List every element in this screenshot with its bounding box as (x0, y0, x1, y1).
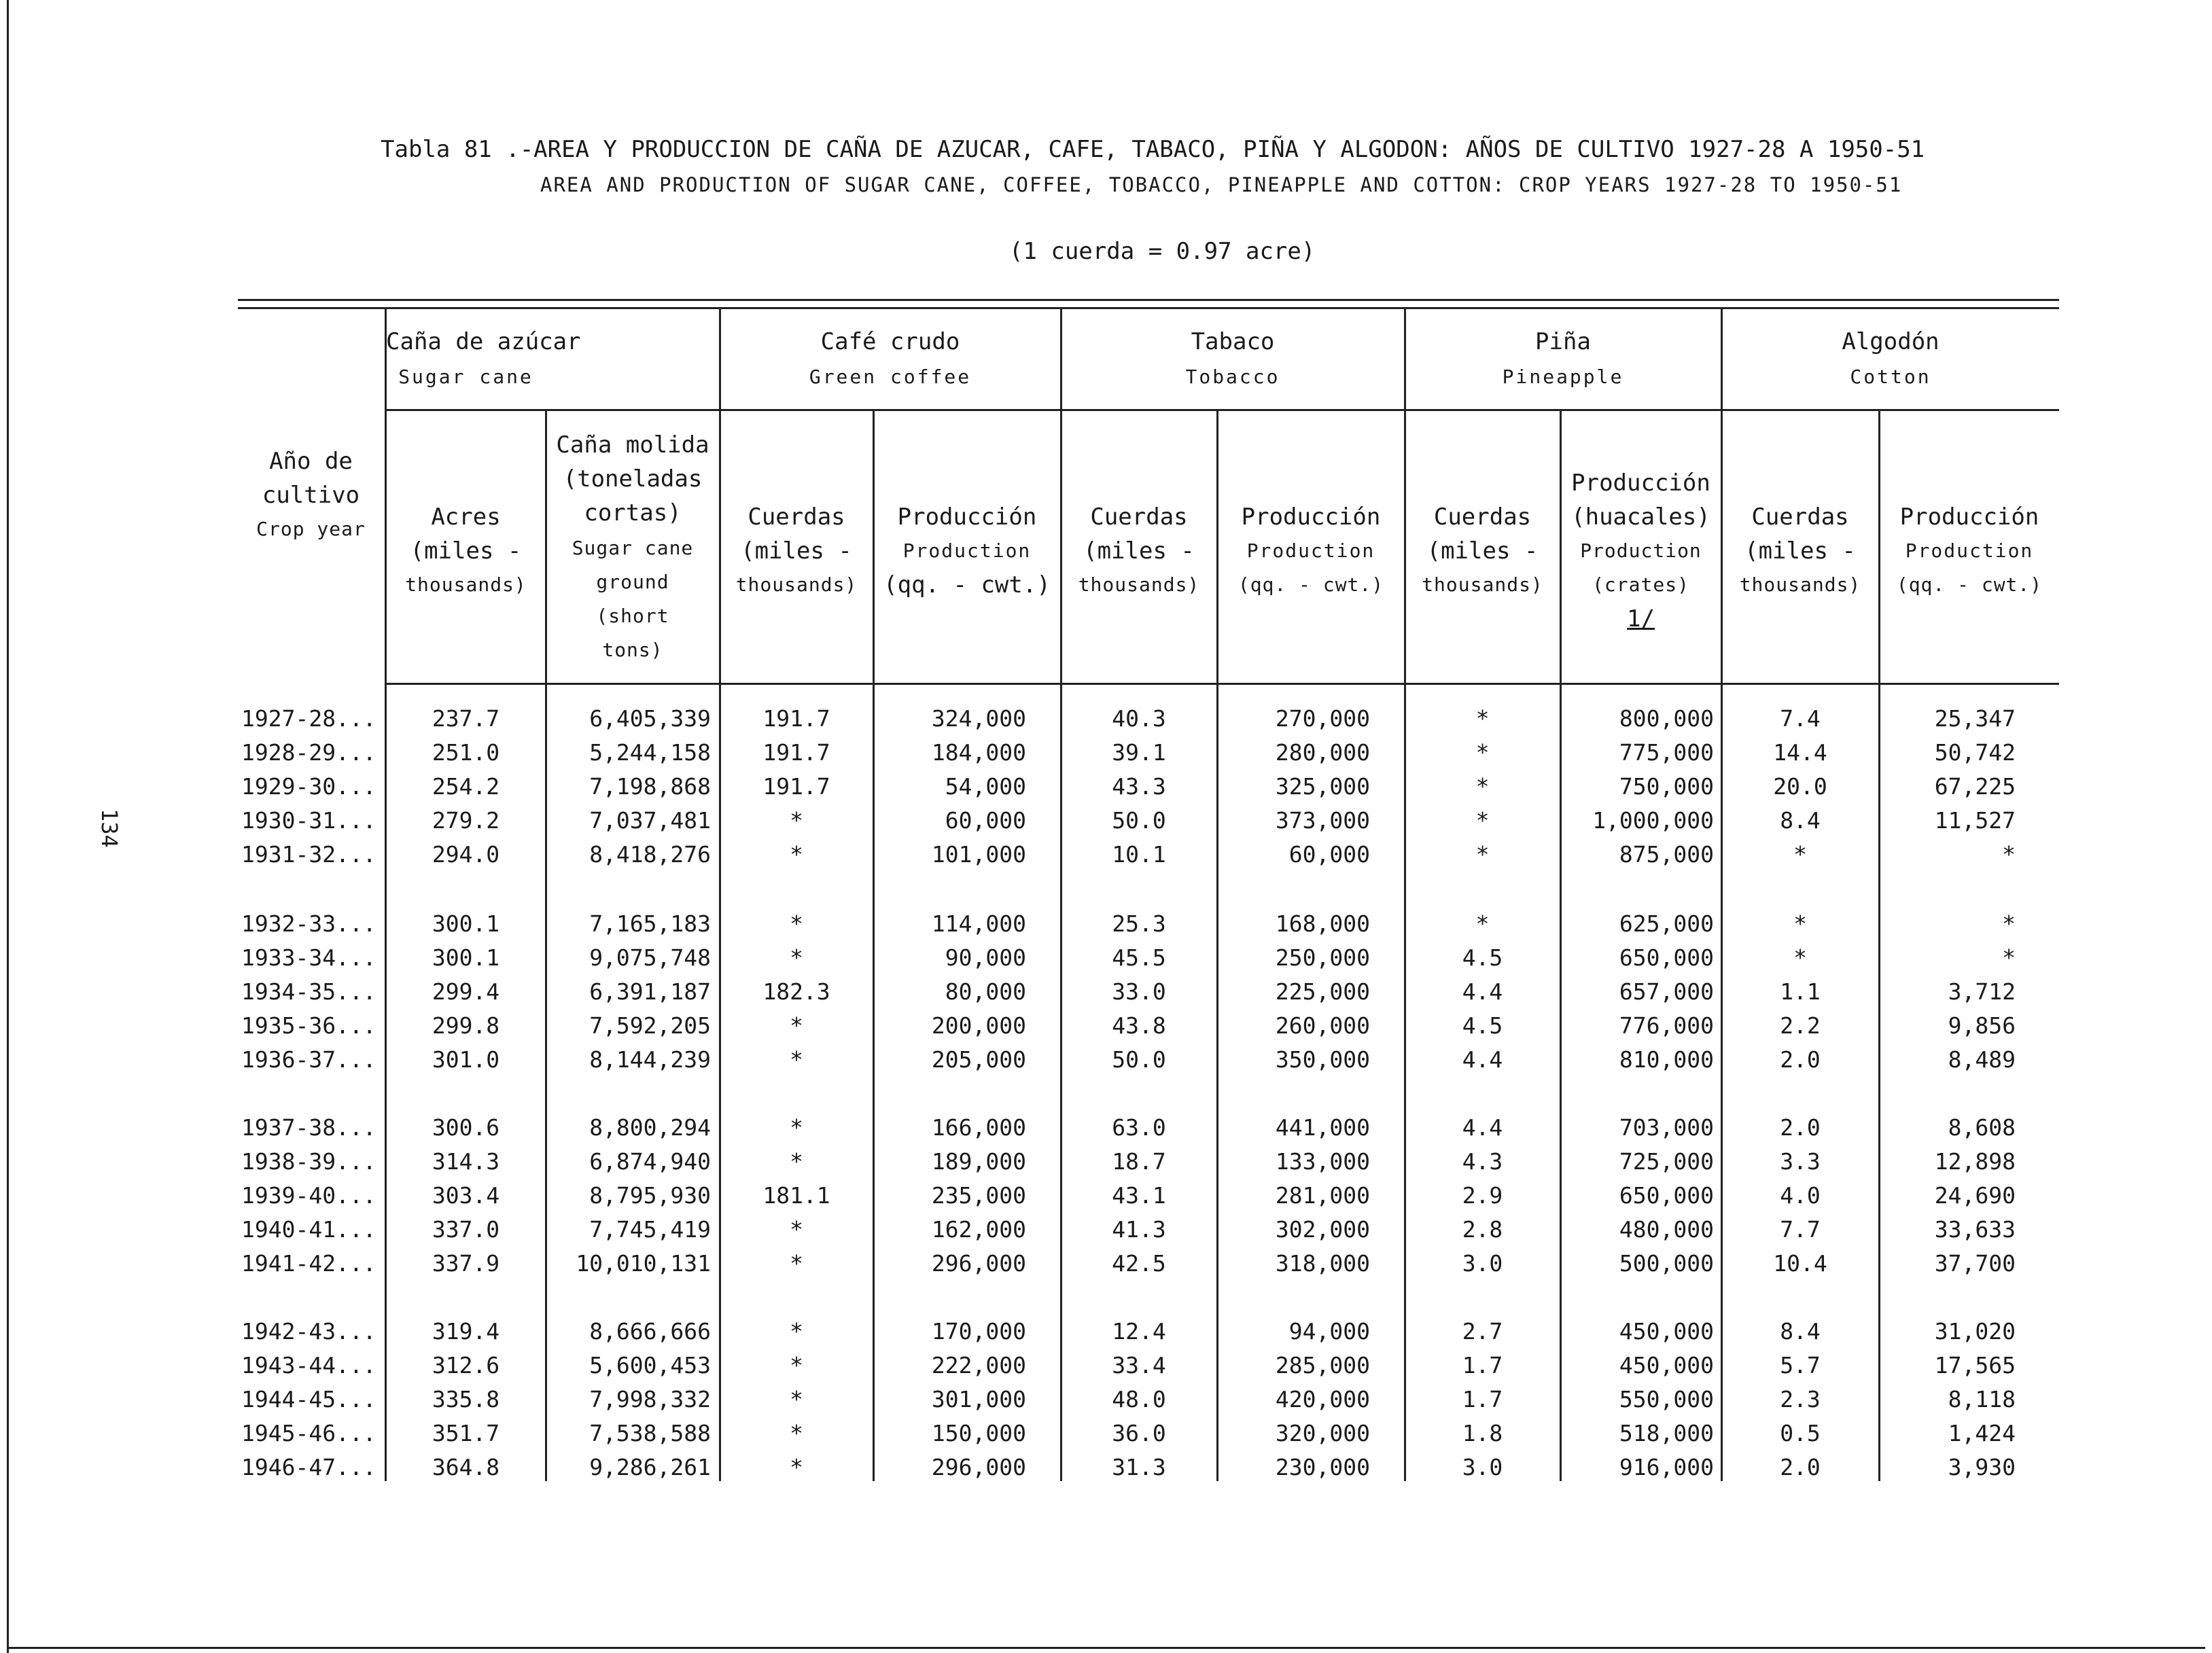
table-cell: 41.3 (1112, 1216, 1166, 1243)
table-cell: 50,742 (1934, 739, 2016, 766)
row-year: 1940-41... (241, 1216, 376, 1243)
top-rule-1 (238, 299, 2059, 301)
row-year: 1946-47... (241, 1454, 376, 1480)
pineapple-prod-l4: (crates) (1592, 573, 1689, 596)
table-cell: 8.4 (1780, 1318, 1821, 1345)
table-cell: 1.7 (1462, 1352, 1503, 1379)
table-cell: 10,010,131 (576, 1250, 711, 1277)
pineapple-prod-l1: Producción (1571, 469, 1710, 497)
sc-ground-l7: tons) (602, 639, 663, 661)
table-cell: * (790, 1318, 803, 1345)
row-year: 1938-39... (241, 1148, 376, 1175)
table-cell: 280,000 (1275, 739, 1370, 766)
table-cell: 50.0 (1112, 807, 1166, 834)
table-cell: 302,000 (1275, 1216, 1370, 1243)
table-cell: 8,144,239 (589, 1046, 711, 1073)
table-cell: 9,856 (1948, 1012, 2016, 1039)
table-cell: 337.0 (432, 1216, 500, 1243)
table-cell: 4.5 (1462, 944, 1503, 971)
coffee-cuerdas-l1: Cuerdas (748, 503, 845, 531)
table-cell: 3.3 (1780, 1148, 1821, 1175)
table-cell: 1,424 (1948, 1420, 2016, 1446)
table-cell: * (790, 1420, 803, 1446)
table-cell: 67,225 (1934, 773, 2016, 800)
row-year: 1934-35... (241, 978, 376, 1005)
table-cell: 162,000 (931, 1216, 1026, 1243)
table-cell: * (790, 1250, 803, 1277)
table-cell: 235,000 (931, 1182, 1026, 1209)
table-cell: 7,998,332 (589, 1386, 711, 1412)
group-sugar-es: Caña de azúcar (386, 328, 581, 355)
table-cell: 8,608 (1948, 1114, 2016, 1141)
table-cell: 319.4 (432, 1318, 500, 1345)
table-cell: 324,000 (931, 705, 1026, 732)
table-cell: 279.2 (432, 807, 500, 834)
table-cell: 237.7 (432, 705, 500, 732)
table-cell: 43.3 (1112, 773, 1166, 800)
table-cell: 270,000 (1275, 705, 1370, 732)
table-cell: 11,527 (1934, 807, 2016, 834)
table-cell: 43.1 (1112, 1182, 1166, 1209)
tobacco-prod-l3: (qq. - cwt.) (1237, 573, 1384, 596)
pineapple-prod-footnote: 1/ (1627, 605, 1655, 633)
table-cell: 254.2 (432, 773, 500, 800)
table-cell: 17,565 (1934, 1352, 2016, 1379)
table-cell: 18.7 (1112, 1148, 1166, 1175)
row-year: 1927-28... (241, 705, 376, 732)
row-year: 1931-32... (241, 841, 376, 868)
table-cell: 191.7 (762, 739, 830, 766)
table-cell: 200,000 (931, 1012, 1026, 1039)
table-cell: 6,391,187 (589, 978, 711, 1005)
table-cell: 8,795,930 (589, 1182, 711, 1209)
table-cell: 31.3 (1112, 1454, 1166, 1480)
table-cell: 14.4 (1773, 739, 1827, 766)
table-cell: 222,000 (931, 1352, 1026, 1379)
table-cell: * (1793, 944, 1807, 971)
table-cell: * (1475, 910, 1490, 937)
coffee-prod-l2: Production (902, 539, 1032, 562)
group-rule (386, 409, 2059, 411)
group-tobacco-es: Tabaco (1191, 328, 1275, 355)
table-cell: 1.1 (1780, 978, 1821, 1005)
table-cell: 63.0 (1112, 1114, 1166, 1141)
table-cell: 450,000 (1619, 1318, 1714, 1345)
unit-note: (1 cuerda = 0.97 acre) (1009, 238, 1316, 265)
table-cell: 7,165,183 (589, 910, 711, 937)
sc-ground-l6: (short (596, 605, 669, 627)
table-cell: 60,000 (1288, 841, 1370, 868)
table-cell: 225,000 (1275, 978, 1370, 1005)
table-cell: 12,898 (1934, 1148, 2016, 1175)
table-cell: 364.8 (432, 1454, 500, 1480)
col-sep-year (385, 309, 387, 1481)
table-cell: 6,405,339 (589, 705, 711, 732)
table-cell: 50.0 (1112, 1046, 1166, 1073)
group-sugar-en: Sugar cane (398, 366, 533, 388)
row-year: 1942-43... (241, 1318, 376, 1345)
row-year: 1943-44... (241, 1352, 376, 1379)
table-cell: 4.5 (1462, 1012, 1503, 1039)
table-cell: 33,633 (1934, 1216, 2016, 1243)
table-cell: 2.2 (1780, 1012, 1821, 1039)
table-cell: 303.4 (432, 1182, 500, 1209)
table-cell: 3.0 (1462, 1454, 1503, 1480)
table-cell: 4.0 (1780, 1182, 1821, 1209)
table-cell: 4.4 (1462, 978, 1503, 1005)
table-cell: * (1475, 773, 1490, 800)
table-cell: 114,000 (931, 910, 1026, 937)
row-year: 1937-38... (241, 1114, 376, 1141)
table-cell: 260,000 (1275, 1012, 1370, 1039)
table-cell: 9,075,748 (589, 944, 711, 971)
sc-ground-l1: Caña molida (556, 431, 709, 459)
table-cell: * (1475, 841, 1490, 868)
table-cell: 351.7 (432, 1420, 500, 1446)
table-cell: 776,000 (1619, 1012, 1714, 1039)
table-cell: 725,000 (1619, 1148, 1714, 1175)
table-cell: 10.4 (1773, 1250, 1827, 1277)
table-cell: 299.8 (432, 1012, 500, 1039)
tobacco-cuerdas-l3: thousands) (1078, 573, 1200, 596)
table-cell: 318,000 (1275, 1250, 1370, 1277)
group-coffee-en: Green coffee (809, 366, 972, 388)
coffee-prod-l3: (qq. - cwt.) (883, 571, 1051, 599)
table-cell: 650,000 (1619, 1182, 1714, 1209)
col-sep-sugar-coffee (719, 309, 721, 1481)
table-cell: 39.1 (1112, 739, 1166, 766)
table-cell: 20.0 (1773, 773, 1827, 800)
table-cell: 810,000 (1619, 1046, 1714, 1073)
table-cell: * (790, 1114, 803, 1141)
table-cell: 182.3 (762, 978, 830, 1005)
row-year: 1945-46... (241, 1420, 376, 1446)
table-cell: 8,489 (1948, 1046, 2016, 1073)
pineapple-prod-l2: (huacales) (1571, 503, 1710, 531)
table-title-spanish: Tabla 81 .-AREA Y PRODUCCION DE CAÑA DE AZUCAR, CAFE, TABACO, PIÑA Y ALGODON: AÑOS DE CULTIVO 1927-28 A 1950-51 (381, 136, 1925, 163)
top-rule-2 (238, 307, 2059, 309)
table-cell: 6,874,940 (589, 1148, 711, 1175)
group-cotton-es: Algodón (1842, 328, 1939, 355)
table-cell: * (1475, 739, 1490, 766)
pineapple-cuerdas-l2: (miles - (1426, 537, 1539, 565)
table-cell: 7,538,588 (589, 1420, 711, 1446)
table-cell: 168,000 (1275, 910, 1370, 937)
col-sep-pineapple-cotton (1721, 309, 1723, 1481)
table-cell: * (790, 944, 803, 971)
pineapple-prod-l3: Production (1580, 539, 1702, 562)
table-cell: * (790, 841, 803, 868)
table-cell: 916,000 (1619, 1454, 1714, 1480)
table-cell: 875,000 (1619, 841, 1714, 868)
pineapple-cuerdas-l1: Cuerdas (1433, 503, 1532, 531)
table-cell: 294.0 (432, 841, 500, 868)
row-year: 1928-29... (241, 739, 376, 766)
cotton-prod-l1: Producción (1899, 503, 2039, 531)
table-cell: 300.1 (432, 944, 500, 971)
tobacco-cuerdas-l2: (miles - (1083, 537, 1195, 565)
header-bottom-rule (386, 683, 2059, 685)
sc-ground-l2: (toneladas (563, 465, 703, 493)
table-cell: * (790, 1046, 803, 1073)
table-cell: 550,000 (1619, 1386, 1714, 1412)
cotton-prod-l2: Production (1905, 539, 2034, 562)
table-cell: 48.0 (1112, 1386, 1166, 1412)
table-cell: 373,000 (1275, 807, 1370, 834)
table-cell: 43.8 (1112, 1012, 1166, 1039)
table-cell: 650,000 (1619, 944, 1714, 971)
table-cell: 205,000 (931, 1046, 1026, 1073)
group-pineapple-en: Pineapple (1502, 366, 1624, 388)
table-cell: * (2002, 910, 2016, 937)
table-cell: 2.9 (1462, 1182, 1503, 1209)
sc-ground-l3: cortas) (584, 499, 682, 527)
table-cell: 40.3 (1112, 705, 1166, 732)
table-cell: 314.3 (432, 1148, 500, 1175)
group-coffee-es: Café crudo (820, 328, 960, 355)
coffee-cuerdas-l2: (miles - (741, 537, 852, 565)
table-cell: 0.5 (1780, 1420, 1821, 1446)
col-sep-tobacco-pineapple (1404, 309, 1406, 1481)
table-title-english: AREA AND PRODUCTION OF SUGAR CANE, COFFEE, TOBACCO, PINEAPPLE AND COTTON: CROP YEARS 1927-28 TO 1950-51 (540, 173, 1903, 196)
year-header-es-2: cultivo (262, 482, 360, 509)
sc-ground-l5: ground (596, 571, 669, 593)
table-cell: 335.8 (432, 1386, 500, 1412)
page-border-bottom (7, 1647, 2205, 1649)
row-year: 1935-36... (241, 1012, 376, 1039)
table-cell: 54,000 (945, 773, 1026, 800)
group-tobacco-en: Tobacco (1185, 366, 1280, 388)
table-cell: 3,712 (1948, 978, 2016, 1005)
table-cell: 750,000 (1619, 773, 1714, 800)
table-cell: 299.4 (432, 978, 500, 1005)
table-cell: 4.3 (1462, 1148, 1503, 1175)
table-cell: 1.8 (1462, 1420, 1503, 1446)
table-cell: 31,020 (1934, 1318, 2016, 1345)
row-year: 1929-30... (241, 773, 376, 800)
table-cell: 450,000 (1619, 1352, 1714, 1379)
table-cell: 441,000 (1275, 1114, 1370, 1141)
col-sep-coffee-tobacco (1060, 309, 1062, 1481)
table-cell: 500,000 (1619, 1250, 1714, 1277)
table-cell: 12.4 (1112, 1318, 1166, 1345)
table-cell: 2.0 (1780, 1114, 1821, 1141)
table-cell: 7,745,419 (589, 1216, 711, 1243)
table-cell: 420,000 (1275, 1386, 1370, 1412)
table-cell: 33.0 (1112, 978, 1166, 1005)
tobacco-cuerdas-l1: Cuerdas (1090, 503, 1188, 531)
table-cell: 7,037,481 (589, 807, 711, 834)
table-cell: 8,418,276 (589, 841, 711, 868)
table-cell: 3,930 (1948, 1454, 2016, 1480)
year-header-es-1: Año de (269, 448, 353, 475)
table-cell: 37,700 (1934, 1250, 2016, 1277)
sc-acres-l1: Acres (431, 503, 501, 531)
table-cell: 24,690 (1934, 1182, 2016, 1209)
table-cell: 2.8 (1462, 1216, 1503, 1243)
sc-acres-l3: thousands) (405, 573, 527, 596)
cotton-cuerdas-l2: (miles - (1744, 537, 1856, 565)
table-cell: 8.4 (1780, 807, 1821, 834)
table-cell: 45.5 (1112, 944, 1166, 971)
row-year: 1941-42... (241, 1250, 376, 1277)
row-year: 1936-37... (241, 1046, 376, 1073)
table-cell: 5,600,453 (589, 1352, 711, 1379)
sc-ground-l4: Sugar cane (572, 537, 694, 559)
table-cell: 300.1 (432, 910, 500, 937)
table-cell: * (790, 1352, 803, 1379)
table-cell: 90,000 (945, 944, 1026, 971)
row-year: 1939-40... (241, 1182, 376, 1209)
table-cell: 80,000 (945, 978, 1026, 1005)
table-cell: 36.0 (1112, 1420, 1166, 1446)
table-cell: 296,000 (931, 1454, 1026, 1480)
table-cell: 703,000 (1619, 1114, 1714, 1141)
row-year: 1933-34... (241, 944, 376, 971)
table-cell: 189,000 (931, 1148, 1026, 1175)
table-cell: 9,286,261 (589, 1454, 711, 1480)
table-cell: 150,000 (931, 1420, 1026, 1446)
table-cell: * (790, 1386, 803, 1412)
table-cell: 312.6 (432, 1352, 500, 1379)
table-cell: * (1793, 910, 1807, 937)
year-header-en: Crop year (256, 518, 366, 540)
table-cell: 337.9 (432, 1250, 500, 1277)
coffee-prod-l1: Producción (897, 503, 1037, 531)
table-cell: 7,198,868 (589, 773, 711, 800)
page-number: 134 (96, 808, 122, 848)
row-year: 1930-31... (241, 807, 376, 834)
tobacco-prod-l2: Production (1246, 539, 1375, 562)
table-cell: 325,000 (1275, 773, 1370, 800)
table-cell: 480,000 (1619, 1216, 1714, 1243)
table-cell: 250,000 (1275, 944, 1370, 971)
cotton-cuerdas-l3: thousands) (1739, 573, 1861, 596)
table-cell: 296,000 (931, 1250, 1026, 1277)
table-cell: * (1475, 807, 1490, 834)
table-cell: 300.6 (432, 1114, 500, 1141)
table-cell: * (2002, 944, 2016, 971)
table-cell: * (790, 910, 803, 937)
table-cell: 191.7 (762, 773, 830, 800)
table-cell: 518,000 (1619, 1420, 1714, 1446)
table-cell: 8,666,666 (589, 1318, 711, 1345)
table-cell: * (1793, 841, 1807, 868)
table-cell: 230,000 (1275, 1454, 1370, 1480)
table-cell: 170,000 (931, 1318, 1026, 1345)
table-cell: 1,000,000 (1592, 807, 1714, 834)
table-cell: 2.7 (1462, 1318, 1503, 1345)
group-cotton-en: Cotton (1850, 366, 1931, 388)
table-cell: 25.3 (1112, 910, 1166, 937)
table-cell: 251.0 (432, 739, 500, 766)
table-cell: 7.4 (1780, 705, 1821, 732)
tobacco-prod-l1: Producción (1241, 503, 1381, 531)
table-cell: 281,000 (1275, 1182, 1370, 1209)
table-cell: 42.5 (1112, 1250, 1166, 1277)
table-cell: * (1475, 705, 1490, 732)
row-year: 1944-45... (241, 1386, 376, 1412)
table-cell: 2.3 (1780, 1386, 1821, 1412)
table-cell: 350,000 (1275, 1046, 1370, 1073)
table-cell: 101,000 (931, 841, 1026, 868)
table-cell: 320,000 (1275, 1420, 1370, 1446)
table-cell: 181.1 (762, 1182, 830, 1209)
table-cell: * (2002, 841, 2016, 868)
table-cell: 33.4 (1112, 1352, 1166, 1379)
table-cell: 2.0 (1780, 1046, 1821, 1073)
table-cell: 7.7 (1780, 1216, 1821, 1243)
pineapple-cuerdas-l3: thousands) (1422, 573, 1543, 596)
table-cell: * (790, 1012, 803, 1039)
table-cell: * (790, 1454, 803, 1480)
table-cell: * (790, 1148, 803, 1175)
sc-acres-l2: (miles - (410, 537, 522, 565)
table-cell: 657,000 (1619, 978, 1714, 1005)
cotton-prod-l3: (qq. - cwt.) (1896, 573, 2043, 596)
table-cell: 1.7 (1462, 1386, 1503, 1412)
table-cell: 285,000 (1275, 1352, 1370, 1379)
group-pineapple-es: Piña (1535, 328, 1591, 355)
cotton-cuerdas-l1: Cuerdas (1751, 503, 1849, 531)
table-cell: 166,000 (931, 1114, 1026, 1141)
table-cell: 5,244,158 (589, 739, 711, 766)
table-cell: 301,000 (931, 1386, 1026, 1412)
table-cell: 184,000 (931, 739, 1026, 766)
table-cell: 625,000 (1619, 910, 1714, 937)
table-cell: 2.0 (1780, 1454, 1821, 1480)
table-cell: * (790, 1216, 803, 1243)
table-cell: 800,000 (1619, 705, 1714, 732)
row-year: 1932-33... (241, 910, 376, 937)
table-cell: 4.4 (1462, 1046, 1503, 1073)
table-cell: 10.1 (1112, 841, 1166, 868)
table-cell: 60,000 (945, 807, 1026, 834)
table-cell: * (790, 807, 803, 834)
table-cell: 7,592,205 (589, 1012, 711, 1039)
table-cell: 5.7 (1780, 1352, 1821, 1379)
table-cell: 775,000 (1619, 739, 1714, 766)
table-cell: 94,000 (1288, 1318, 1370, 1345)
table-cell: 191.7 (762, 705, 830, 732)
page-border-left (7, 0, 9, 1653)
table-cell: 8,800,294 (589, 1114, 711, 1141)
table-cell: 4.4 (1462, 1114, 1503, 1141)
table-cell: 3.0 (1462, 1250, 1503, 1277)
table-cell: 25,347 (1934, 705, 2016, 732)
table-cell: 8,118 (1948, 1386, 2016, 1412)
table-cell: 133,000 (1275, 1148, 1370, 1175)
coffee-cuerdas-l3: thousands) (735, 573, 858, 596)
table-cell: 301.0 (432, 1046, 500, 1073)
